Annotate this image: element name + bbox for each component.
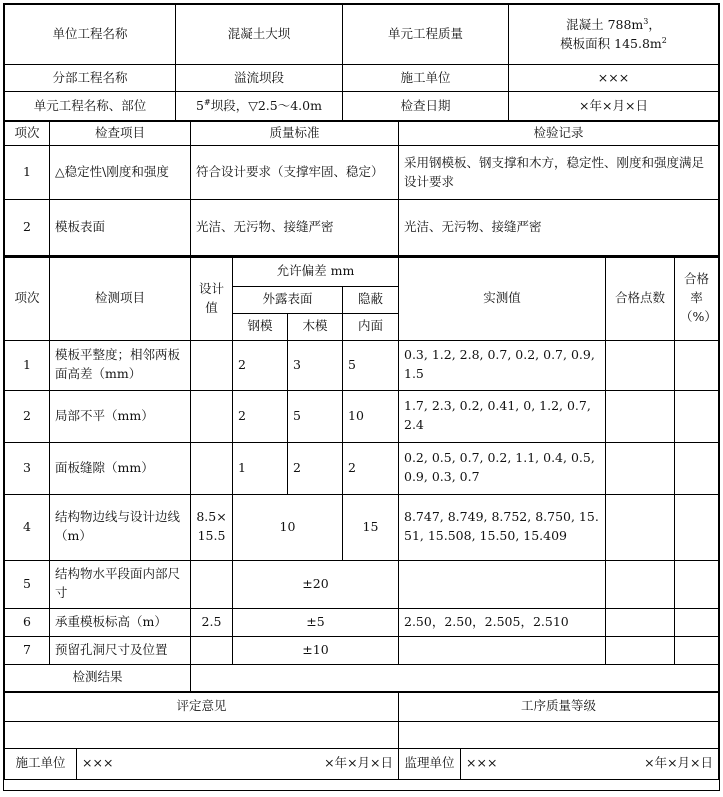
check-header-no: 项次 bbox=[5, 122, 50, 146]
measure-row-measured: 1.7, 2.3, 0.2, 0.41, 0, 1.2, 0.7, 2.4 bbox=[399, 390, 606, 442]
measure-row-pass-rate bbox=[675, 560, 719, 608]
element-name-label: 单元工程名称、部位 bbox=[5, 92, 176, 121]
measure-row-wood: 3 bbox=[288, 340, 343, 390]
element-quantity-label: 单元工程质量 bbox=[343, 5, 509, 65]
element-quantity-value: 混凝土 $788m^3$， 模板面积 $145.8m^2$ bbox=[509, 5, 719, 65]
measure-row-design bbox=[191, 390, 233, 442]
check-row-standard: 符合设计要求（支撑牢固、稳定） bbox=[191, 146, 399, 200]
measure-row-no: 1 bbox=[5, 340, 50, 390]
measure-header-exposed: 外露表面 bbox=[233, 286, 343, 313]
measure-header-inner: 内面 bbox=[343, 313, 399, 340]
measure-table bbox=[4, 257, 719, 692]
measure-row-item: 承重模板标高（m） bbox=[50, 608, 191, 636]
footer-contractor-value: ××× bbox=[82, 755, 114, 771]
measure-row-steel: 1 bbox=[233, 442, 288, 494]
measure-row bbox=[5, 636, 719, 664]
measure-header-hidden: 隐蔽 bbox=[343, 286, 399, 313]
inspect-date-label: 检查日期 bbox=[343, 92, 509, 121]
measure-row-design bbox=[191, 636, 233, 664]
measure-row-item: 局部不平（mm） bbox=[50, 390, 191, 442]
measure-row-measured bbox=[399, 560, 606, 608]
measure-row-design bbox=[191, 560, 233, 608]
check-row-record: 光洁、无污物、接缝严密 bbox=[399, 200, 719, 256]
measure-row-measured: 2.50，2.50，2.505，2.510 bbox=[399, 608, 606, 636]
measure-row bbox=[5, 390, 719, 442]
footer-supervisor-label: 监理单位 bbox=[399, 748, 461, 779]
measure-row-design bbox=[191, 442, 233, 494]
footer-supervisor-sign bbox=[461, 748, 719, 779]
check-row-item: △稳定性\刚度和强度 bbox=[50, 146, 191, 200]
measure-row bbox=[5, 608, 719, 636]
header-table bbox=[4, 4, 719, 121]
measure-header-measured: 实测值 bbox=[399, 257, 606, 340]
contractor-value: ××× bbox=[509, 65, 719, 92]
measure-row-item: 面板缝隙（mm） bbox=[50, 442, 191, 494]
measure-row-design: 2.5 bbox=[191, 608, 233, 636]
measure-row-design bbox=[191, 340, 233, 390]
measure-header-no: 项次 bbox=[5, 257, 50, 340]
measure-row-measured: 0.2, 0.5, 0.7, 0.2, 1.1, 0.4, 0.5, 0.9, 0.3, 0.7 bbox=[399, 442, 606, 494]
unit-project-value: 混凝土大坝 bbox=[176, 5, 343, 65]
check-header-standard: 质量标准 bbox=[191, 122, 399, 146]
measure-row-wood: 2 bbox=[288, 442, 343, 494]
measure-row-steel: 2 bbox=[233, 340, 288, 390]
grade-value bbox=[399, 721, 719, 748]
element-name-value: 5#坝段，▽2.5～4.0m bbox=[176, 92, 343, 121]
check-header-record: 检验记录 bbox=[399, 122, 719, 146]
measure-row-inner: 2 bbox=[343, 442, 399, 494]
measure-row-measured: 8.747, 8.749, 8.752, 8.750, 15.51, 15.508, 15.50, 15.409 bbox=[399, 494, 606, 560]
measure-row-inner: 5 bbox=[343, 340, 399, 390]
measure-row-wood: 5 bbox=[288, 390, 343, 442]
measure-header-wood: 木模 bbox=[288, 313, 343, 340]
check-row bbox=[5, 200, 719, 256]
measure-row-item: 预留孔洞尺寸及位置 bbox=[50, 636, 191, 664]
sub-project-label: 分部工程名称 bbox=[5, 65, 176, 92]
measure-header-item: 检测项目 bbox=[50, 257, 191, 340]
measure-row-exposed: 10 bbox=[233, 494, 343, 560]
measure-row-pass-points bbox=[606, 390, 675, 442]
measure-row-pass-rate bbox=[675, 442, 719, 494]
footer-table bbox=[4, 692, 719, 780]
footer-supervisor-value: ××× bbox=[466, 755, 498, 771]
inspection-form bbox=[3, 3, 720, 791]
unit-project-label: 单位工程名称 bbox=[5, 5, 176, 65]
measure-row-pass-points bbox=[606, 608, 675, 636]
measure-row-pass-rate bbox=[675, 636, 719, 664]
inspect-date-value: ×年×月×日 bbox=[509, 92, 719, 121]
measure-row-item: 结构物边线与设计边线（m） bbox=[50, 494, 191, 560]
check-items-table bbox=[4, 121, 719, 257]
measure-row-steel: 2 bbox=[233, 390, 288, 442]
evaluation-label: 评定意见 bbox=[5, 692, 399, 721]
measure-header-design: 设计值 bbox=[191, 257, 233, 340]
measure-row-item: 模板平整度；相邻两板面高差（mm） bbox=[50, 340, 191, 390]
measure-row-no: 7 bbox=[5, 636, 50, 664]
measure-row-pass-points bbox=[606, 340, 675, 390]
measure-row bbox=[5, 494, 719, 560]
measure-row-no: 4 bbox=[5, 494, 50, 560]
check-row-no: 1 bbox=[5, 146, 50, 200]
result-row bbox=[5, 664, 719, 691]
measure-row-pass-rate bbox=[675, 608, 719, 636]
measure-row-pass-rate bbox=[675, 494, 719, 560]
check-header-item: 检查项目 bbox=[50, 122, 191, 146]
measure-row-pass-points bbox=[606, 560, 675, 608]
check-row-record: 采用钢模板、钢支撑和木方，稳定性、刚度和强度满足设计要求 bbox=[399, 146, 719, 200]
measure-row-pass-points bbox=[606, 442, 675, 494]
measure-row-measured bbox=[399, 636, 606, 664]
evaluation-value bbox=[5, 721, 399, 748]
measure-row-measured: 0.3, 1.2, 2.8, 0.7, 0.2, 0.7, 0.9, 1.5 bbox=[399, 340, 606, 390]
measure-header-steel: 钢模 bbox=[233, 313, 288, 340]
measure-row-inner: 15 bbox=[343, 494, 399, 560]
measure-row-no: 2 bbox=[5, 390, 50, 442]
check-row-item: 模板表面 bbox=[50, 200, 191, 256]
measure-row-allow: ±5 bbox=[233, 608, 399, 636]
measure-row bbox=[5, 340, 719, 390]
measure-row-no: 3 bbox=[5, 442, 50, 494]
footer-supervisor-date: ×年×月×日 bbox=[644, 755, 714, 771]
measure-header-pass-points: 合格点数 bbox=[606, 257, 675, 340]
check-row-standard: 光洁、无污物、接缝严密 bbox=[191, 200, 399, 256]
result-label: 检测结果 bbox=[5, 664, 191, 691]
footer-contractor-sign bbox=[77, 748, 399, 779]
measure-row-allow: ±10 bbox=[233, 636, 399, 664]
footer-contractor-label: 施工单位 bbox=[5, 748, 77, 779]
measure-row bbox=[5, 560, 719, 608]
measure-row-allow: ±20 bbox=[233, 560, 399, 608]
measure-row-inner: 10 bbox=[343, 390, 399, 442]
measure-row-pass-rate bbox=[675, 390, 719, 442]
measure-row-no: 5 bbox=[5, 560, 50, 608]
measure-row-pass-points bbox=[606, 636, 675, 664]
measure-row-item: 结构物水平段面内部尺寸 bbox=[50, 560, 191, 608]
grade-label: 工序质量等级 bbox=[399, 692, 719, 721]
measure-header-pass-rate: 合格率（%） bbox=[675, 257, 719, 340]
check-row bbox=[5, 146, 719, 200]
footer-contractor-date: ×年×月×日 bbox=[324, 755, 394, 771]
measure-header-allow: 允许偏差 mm bbox=[233, 257, 399, 286]
measure-row-pass-points bbox=[606, 494, 675, 560]
contractor-label: 施工单位 bbox=[343, 65, 509, 92]
measure-row bbox=[5, 442, 719, 494]
measure-row-design: 8.5×15.5 bbox=[191, 494, 233, 560]
measure-row-no: 6 bbox=[5, 608, 50, 636]
measure-row-pass-rate bbox=[675, 340, 719, 390]
result-value bbox=[191, 664, 719, 691]
check-row-no: 2 bbox=[5, 200, 50, 256]
sub-project-value: 溢流坝段 bbox=[176, 65, 343, 92]
